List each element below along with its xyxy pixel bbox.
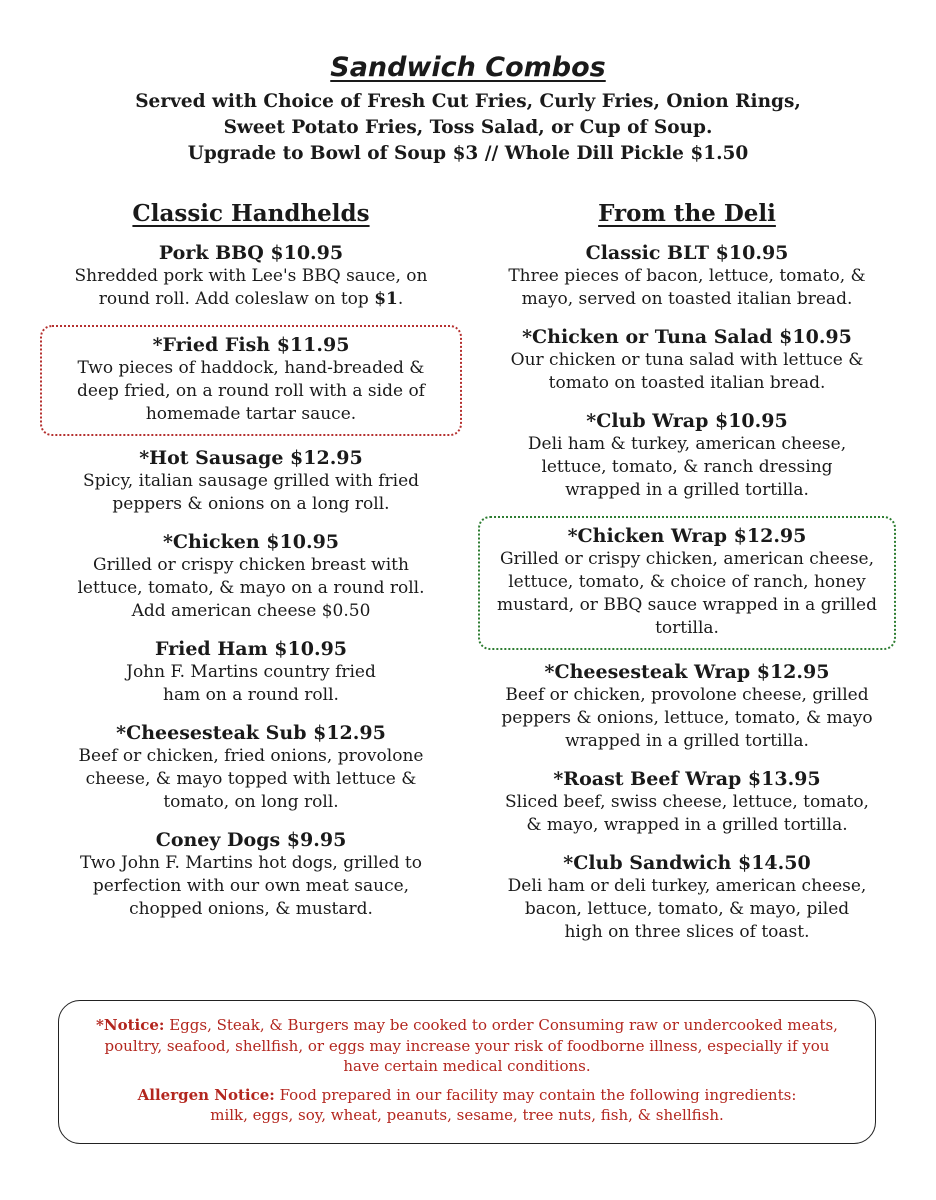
notice-text: Eggs, Steak, & Burgers may be cooked to order Consuming raw or undercooked meats, poultry, seafood, shellfish, or eggs may increase your risk of foodborne illness, especially if you have certain medical conditions. <box>104 1016 838 1075</box>
item-description: Beef or chicken, provolone cheese, grilled peppers & onions, lettuce, tomato, & mayo wrapped in a grilled tortilla. <box>501 685 873 751</box>
item-name: *Cheesesteak Wrap $12.95 <box>544 661 830 683</box>
item-description: Our chicken or tuna salad with lettuce & tomato on toasted italian bread. <box>510 350 864 393</box>
column-heading: From the Deli <box>598 200 776 227</box>
highlighted-menu-item <box>478 516 896 650</box>
item-name: *Roast Beef Wrap $13.95 <box>553 768 821 790</box>
consumption-notice <box>59 1015 875 1077</box>
item-description: Grilled or crispy chicken, american cheese, lettuce, tomato, & choice of ranch, honey mustard, or BBQ sauce wrapped in a grilled tortilla. <box>497 549 877 638</box>
item-price-addon: $1 <box>374 289 398 309</box>
item-name: *Cheesesteak Sub $12.95 <box>116 722 386 744</box>
item-description: Beef or chicken, fried onions, provolone cheese, & mayo topped with lettuce & tomato, on long roll. <box>78 746 424 812</box>
item-name: *Club Wrap $10.95 <box>586 410 788 432</box>
menu-header <box>0 52 936 167</box>
classic-handhelds-column <box>40 200 462 935</box>
item-name: *Club Sandwich $14.50 <box>563 852 811 874</box>
menu-item <box>40 637 462 707</box>
menu-item <box>40 828 462 921</box>
menu-item <box>478 660 896 753</box>
notice-box <box>58 1000 876 1144</box>
subtitle-line-2: Sweet Potato Fries, Toss Salad, or Cup of Soup. <box>223 117 713 138</box>
item-description-text: Shredded pork with Lee's BBQ sauce, on round roll. Add coleslaw on top <box>74 266 428 309</box>
item-description <box>40 265 462 311</box>
item-name: *Hot Sausage $12.95 <box>139 447 363 469</box>
item-name: *Chicken $10.95 <box>162 531 340 553</box>
item-description: John F. Martins country fried ham on a round roll. <box>126 662 376 705</box>
item-description: Deli ham or deli turkey, american cheese, bacon, lettuce, tomato, & mayo, piled high on three slices of toast. <box>507 876 867 942</box>
column-heading: Classic Handhelds <box>132 200 370 227</box>
item-description: Spicy, italian sausage grilled with fried peppers & onions on a long roll. <box>82 471 420 514</box>
item-description: Two John F. Martins hot dogs, grilled to perfection with our own meat sauce, chopped onions, & mustard. <box>80 853 422 919</box>
item-name: *Fried Fish $11.95 <box>152 334 350 356</box>
menu-item <box>478 851 896 944</box>
allergen-label: Allergen Notice: <box>137 1085 275 1104</box>
item-description-end: . <box>397 289 404 309</box>
allergen-notice <box>59 1085 875 1126</box>
highlighted-menu-item <box>40 325 462 436</box>
item-name: Pork BBQ $10.95 <box>158 242 344 264</box>
notice-label: *Notice: <box>96 1016 165 1034</box>
menu-item <box>40 241 462 311</box>
menu-item <box>478 241 896 311</box>
item-name: *Chicken or Tuna Salad $10.95 <box>522 326 852 348</box>
item-name: Coney Dogs $9.95 <box>155 829 347 851</box>
menu-item <box>478 767 896 837</box>
item-name: Fried Ham $10.95 <box>154 638 348 660</box>
menu-item <box>40 721 462 814</box>
page-title: Sandwich Combos <box>330 52 606 83</box>
item-description: Sliced beef, swiss cheese, lettuce, tomato, & mayo, wrapped in a grilled tortilla. <box>505 792 869 835</box>
menu-item <box>478 409 896 502</box>
item-description: Deli ham & turkey, american cheese, lettuce, tomato, & ranch dressing wrapped in a grilled tortilla. <box>527 434 847 500</box>
allergen-text: Food prepared in our facility may contain the following ingredients: milk, eggs, soy, wheat, peanuts, sesame, tree nuts, fish, & shellfish. <box>210 1085 797 1124</box>
item-name: *Chicken Wrap $12.95 <box>567 525 807 547</box>
from-the-deli-column <box>478 200 896 958</box>
subtitle-line-3: Upgrade to Bowl of Soup $3 // Whole Dill Pickle $1.50 <box>187 143 749 164</box>
menu-item <box>40 530 462 623</box>
item-description: Grilled or crispy chicken breast with lettuce, tomato, & mayo on a round roll. Add american cheese $0.50 <box>77 555 425 621</box>
menu-item <box>40 446 462 516</box>
menu-item <box>478 325 896 395</box>
item-description: Two pieces of haddock, hand-breaded & deep fried, on a round roll with a side of homemade tartar sauce. <box>77 358 425 424</box>
item-name: Classic BLT $10.95 <box>585 242 789 264</box>
subtitle-line-1: Served with Choice of Fresh Cut Fries, Curly Fries, Onion Rings, <box>135 91 801 112</box>
item-description: Three pieces of bacon, lettuce, tomato, & mayo, served on toasted italian bread. <box>508 266 866 309</box>
